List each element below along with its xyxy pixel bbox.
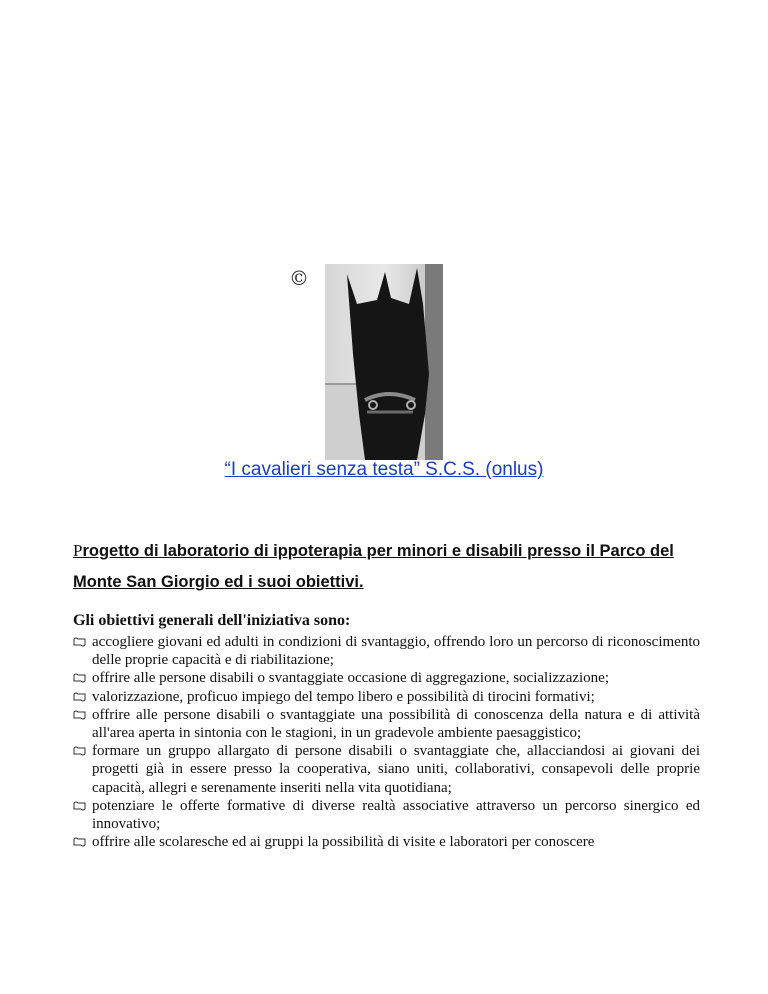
objective-item: accogliere giovani ed adulti in condizioni di svantaggio, offrendo loro un percorso di riconoscimento delle proprie capacità e di riabilitazione; [73,633,700,669]
horse-photo [325,264,443,460]
organization-link[interactable]: “I cavalieri senza testa” S.C.S. (onlus) [224,459,544,480]
scroll-bullet-icon [73,636,86,648]
scroll-bullet-icon [73,745,86,757]
scroll-bullet-icon [73,709,86,721]
objective-item: valorizzazione, proficuo impiego del tempo libero e possibilità di tirocini formativi; [73,688,700,706]
objective-item: offrire alle persone disabili o svantaggiate una possibilità di conoscenza della natura e di attività all'area aperta in sintonia con le stagioni, in un gradevole ambiente paesaggistico; [73,706,700,742]
scroll-bullet-icon [73,800,86,812]
page-heading [73,535,713,598]
heading-initial: P [73,541,83,560]
objectives-list [73,633,700,851]
scroll-bullet-icon [73,672,86,684]
heading-text: rogetto di laboratorio di ippoterapia per minori e disabili presso il Parco del Monte San Giorgio ed i suoi obiettivi. [73,542,674,591]
scroll-bullet-icon [73,836,86,848]
objective-item: offrire alle persone disabili o svantaggiate occasione di aggregazione, socializzazione; [73,669,700,687]
objective-item: formare un gruppo allargato di persone disabili o svantaggiate che, allacciandosi ai giovani dei progetti già in essere presso la cooperativa, siano uniti, collaborativi, consapevoli delle proprie capacità, allegri e serenamente inseriti nella vita quotidiana; [73,742,700,797]
objective-item: potenziare le offerte formative di diverse realtà associative attraverso un percorso sinergico ed innovativo; [73,797,700,833]
objectives-title: Gli obiettivi generali dell'iniziativa sono: [73,612,351,629]
objective-item: offrire alle scolaresche ed ai gruppi la possibilità di visite e laboratori per conoscere [73,833,700,851]
copyright-symbol: © [289,266,309,290]
scroll-bullet-icon [73,691,86,703]
